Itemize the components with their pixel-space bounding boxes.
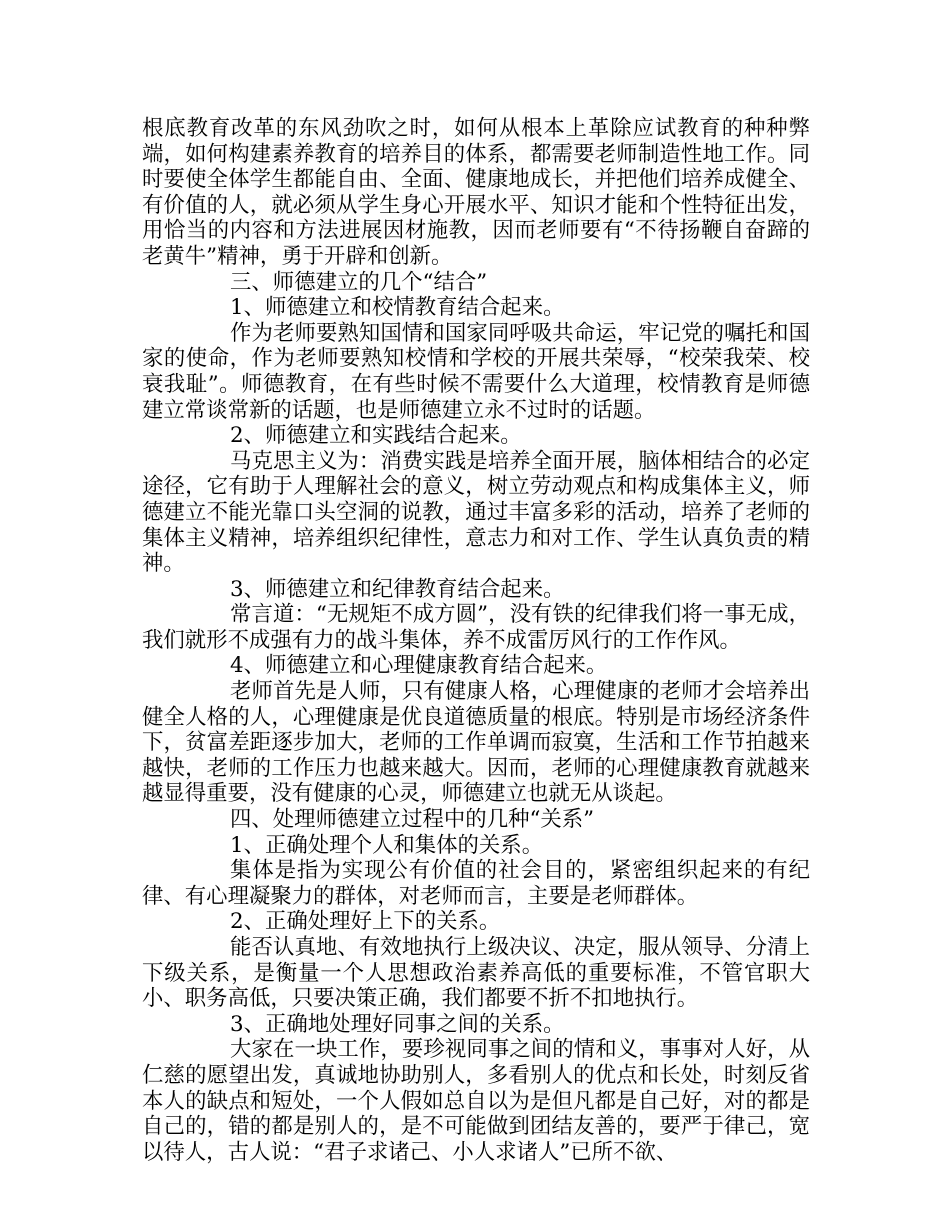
- body-paragraph: 马克思主义为：消费实践是培养全面开展，脑体相结合的必定途径，它有助于人理解社会的意义，树立劳动观点和构成集体主义，师德建立不能光靠口头空洞的说教，通过丰富多彩的活动，培养了老师的集体主义精神，培养组织纪律性，意志力和对工作、学生认真负责的精神。: [142, 448, 810, 577]
- body-paragraph: 根底教育改革的东风劲吹之时，如何从根本上革除应试教育的种种弊端，如何构建素养教育的培养目的体系，都需要老师制造性地工作。同时要使全体学生都能自由、全面、健康地成长，并把他们培养成健全、有价值的人，就必须从学生身心开展水平、知识才能和个性特征出发，用恰当的内容和方法进展因材施教，因而老师要有“不待扬鞭自奋蹄的老黄牛”精神，勇于开辟和创新。: [142, 116, 810, 269]
- document-page: [142, 116, 810, 1165]
- subheading: 3、师德建立和纪律教育结合起来。: [230, 576, 565, 602]
- section-heading-4: 四、处理师德建立过程中的几种“关系”: [230, 807, 595, 833]
- subheading: 3、正确地处理好同事之间的关系。: [230, 1011, 565, 1037]
- body-paragraph: 能否认真地、有效地执行上级决议、决定，服从领导、分清上下级关系，是衡量一个人思想政治素养高低的重要标准，不管官职大小、职务高低，只要决策正确，我们都要不折不扣地执行。: [142, 935, 810, 1012]
- body-paragraph: 老师首先是人师，只有健康人格，心理健康的老师才会培养出健全人格的人，心理健康是优良道德质量的根底。特别是市场经济条件下，贫富差距逐步加大，老师的工作单调而寂寞，生活和工作节拍越来越快，老师的工作压力也越来越大。因而，老师的心理健康教育就越来越显得重要，没有健康的心灵，师德建立也就无从谈起。: [142, 679, 810, 807]
- body-paragraph: 常言道：“无规矩不成方圆”，没有铁的纪律我们将一事无成，我们就形不成强有力的战斗集体，养不成雷厉风行的工作作风。: [142, 602, 810, 653]
- subheading: 2、正确处理好上下的关系。: [230, 909, 501, 935]
- subheading: 2、师德建立和实践结合起来。: [230, 423, 522, 449]
- subheading: 4、师德建立和心理健康教育结合起来。: [230, 653, 608, 679]
- subheading: 1、正确处理个人和集体的关系。: [230, 832, 544, 858]
- body-paragraph: 作为老师要熟知国情和国家同呼吸共命运，牢记党的嘱托和国家的使命，作为老师要熟知校情和学校的开展共荣辱，“校荣我荣、校衰我耻”。师德教育，在有些时候不需要什么大道理，校情教育是师德建立常谈常新的话题，也是师德建立永不过时的话题。: [142, 320, 810, 423]
- subheading: 1、师德建立和校情教育结合起来。: [230, 295, 565, 321]
- body-paragraph: 大家在一块工作，要珍视同事之间的情和义，事事对人好，从仁慈的愿望出发，真诚地协助别人，多看别人的优点和长处，时刻反省本人的缺点和短处，一个人假如总自以为是但凡都是自己好，对的都是自己的，错的都是别人的，是不可能做到团结友善的，要严于律己，宽以待人，古人说：“君子求诸己、小人求诸人”已所不欲、: [142, 1037, 810, 1165]
- section-heading-3: 三、师德建立的几个“结合”: [230, 269, 488, 295]
- body-paragraph: 集体是指为实现公有价值的社会目的，紧密组织起来的有纪律、有心理凝聚力的群体，对老师而言，主要是老师群体。: [142, 858, 810, 909]
